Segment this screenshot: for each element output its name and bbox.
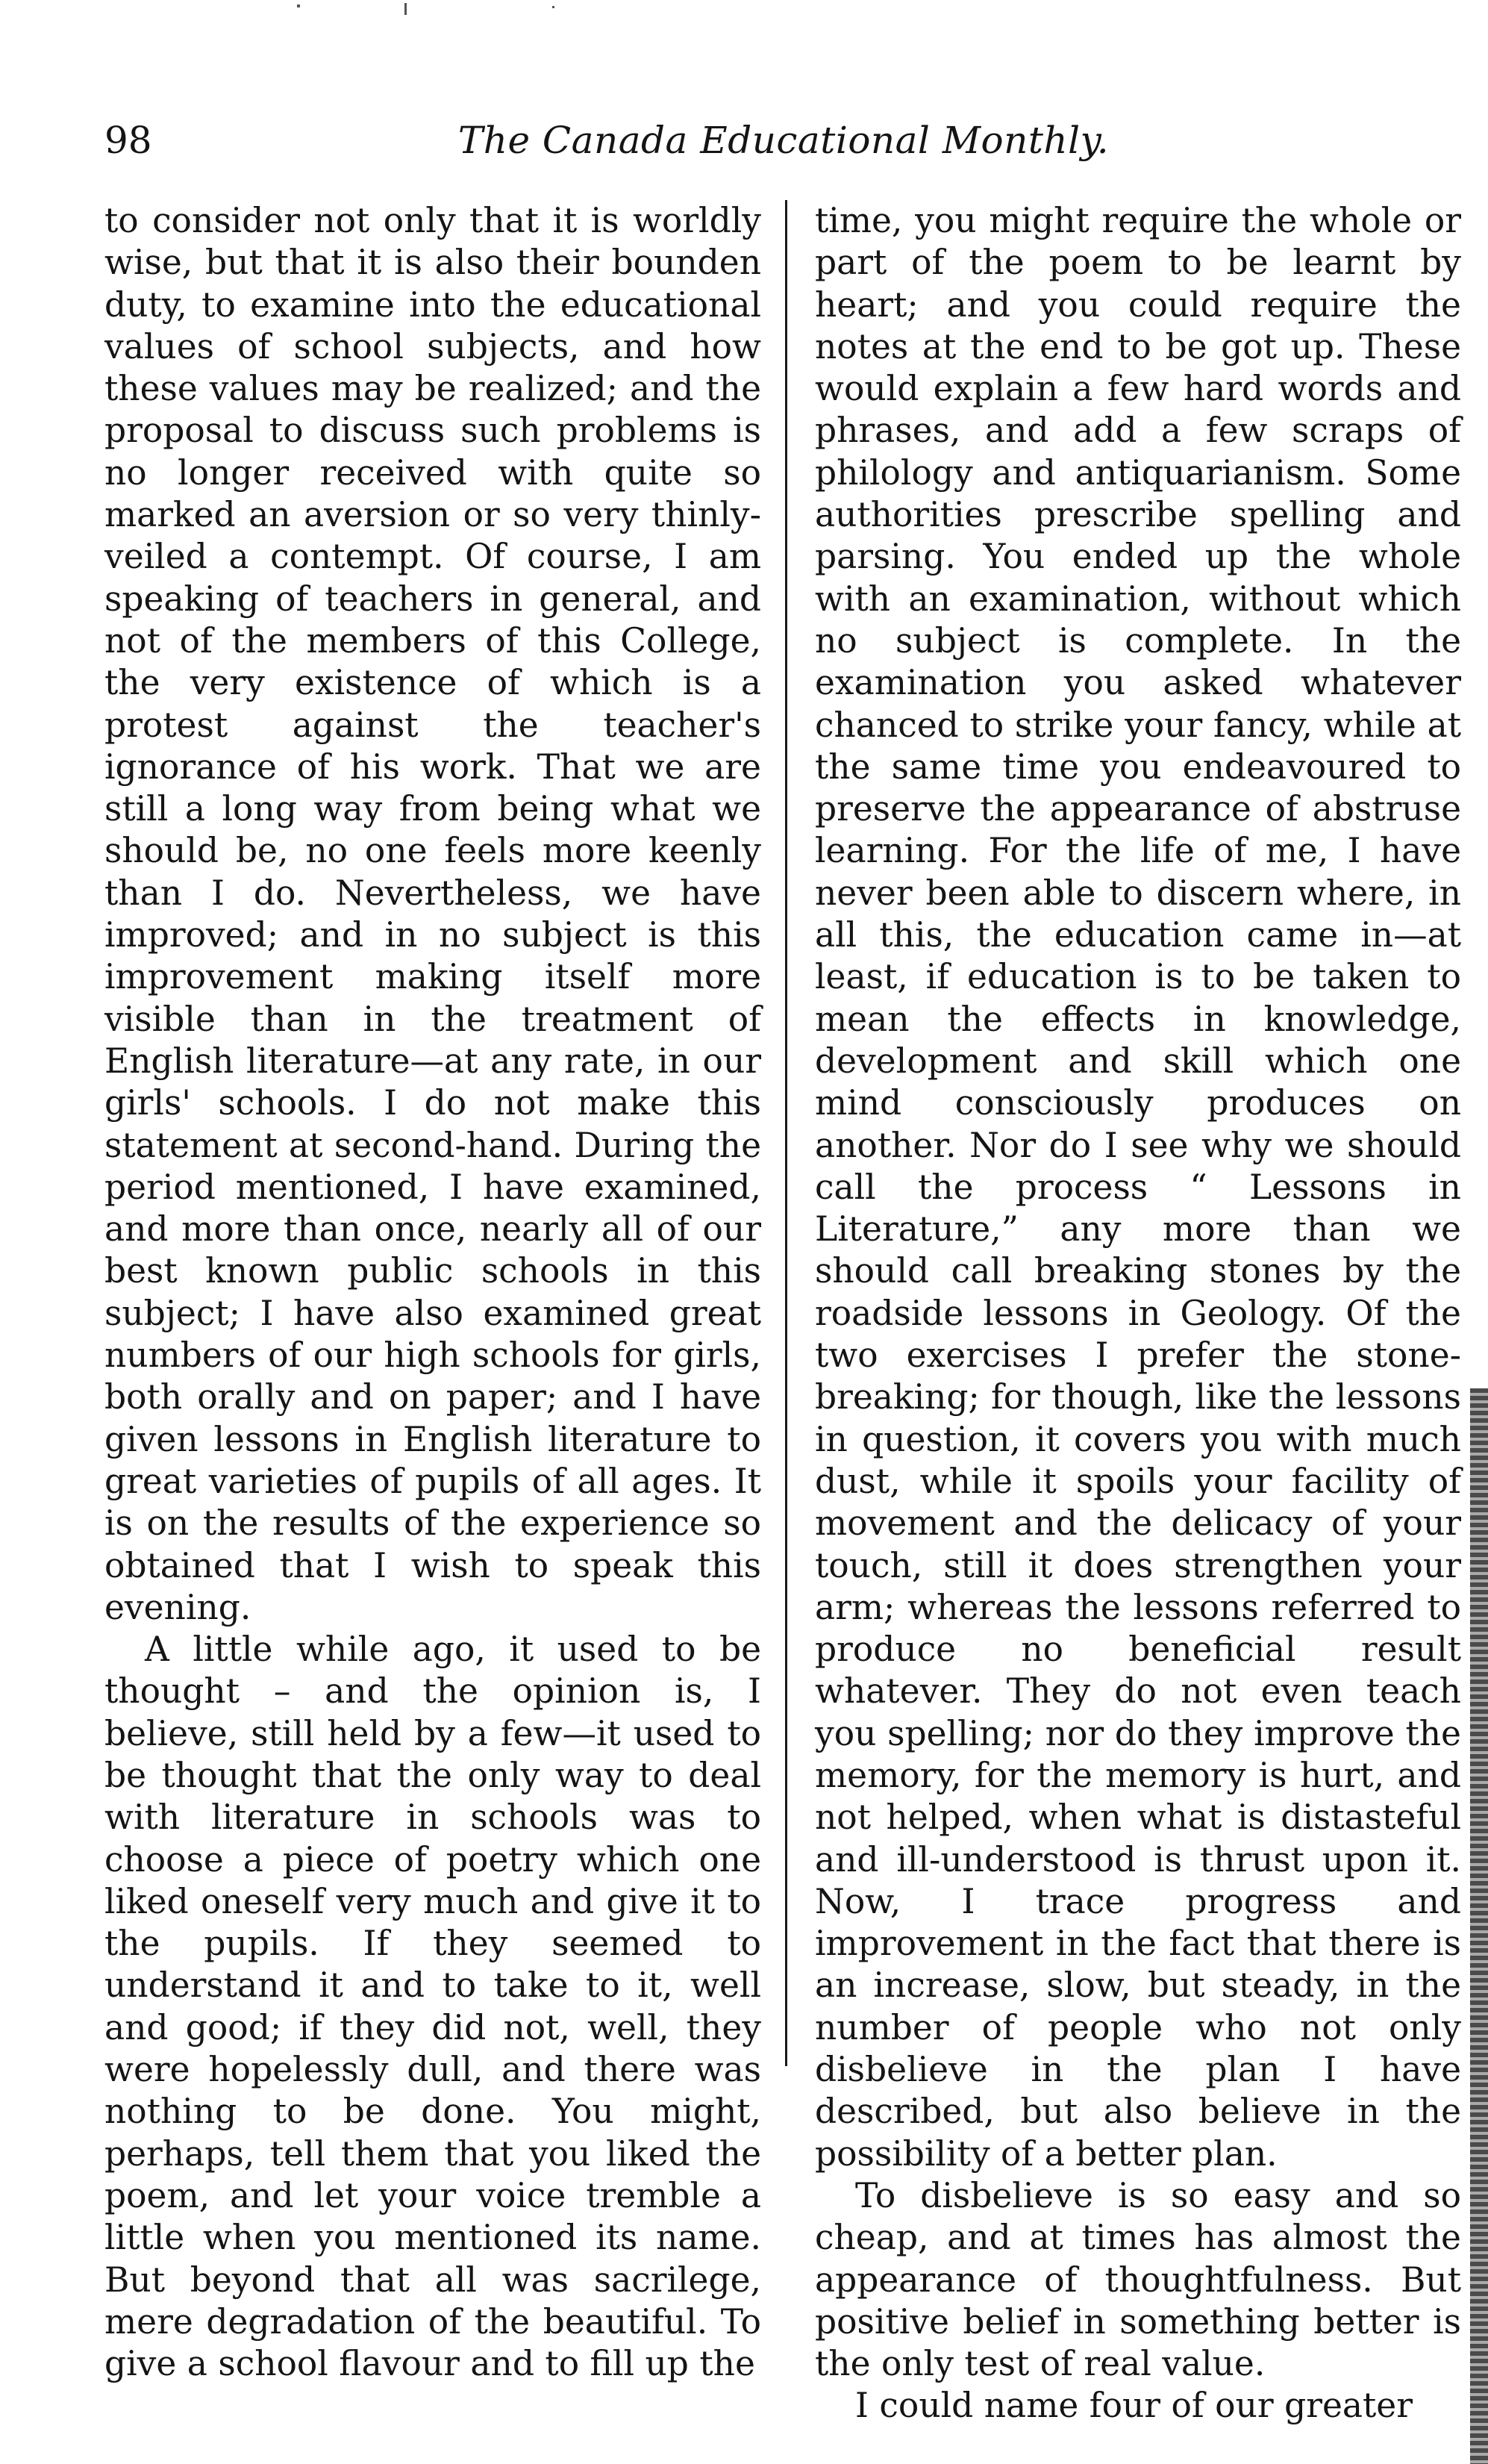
page-number: 98: [104, 119, 152, 162]
left-paragraph-2: A little while ago, it used to be thought – and the opinion is, I believe, still held by a few—it used to be thought that the only way to deal with literature in schools was to choose a piece of poetry which one liked oneself very much and give it to the pupils. If they seemed to understand it and to take to it, well and good; if they did not, well, they were hopelessly dull, and there was nothing to be done. You might, perhaps, tell them that you liked the poem, and let your voice tremble a little when you mentioned its name. But beyond that all was sacrilege, mere degradation of the beautiful. To give a school flavour and to fill up the: [104, 1629, 761, 2384]
left-paragraph-1: to consider not only that it is worldly wise, but that it is also their bounden duty, to examine into the educational values of school subjects, and how these values may be realized; and the proposal to discuss such problems is no longer received with quite so marked an aversion or so very thinly-veiled a contempt. Of course, I am speaking of teachers in general, and not of the members of this College, the very existence of which is a protest against the teacher's ignorance of his work. That we are still a long way from being what we should be, no one feels more keenly than I do. Nevertheless, we have improved; and in no subject is this improvement making itself more visible than in the treatment of English literature—at any rate, in our girls' schools. I do not make this statement at second-hand. During the period mentioned, I have examined, and more than once, nearly all of our best known public schools in this subject; I have also examined great numbers of our high schools for girls, both orally and on paper; and I have given lessons in English literature to great varieties of pupils of all ages. It is on the results of the experience so obtained that I wish to speak this evening.: [104, 201, 761, 1627]
running-title: The Canada Educational Monthly.: [457, 119, 1110, 162]
left-column: [104, 200, 761, 2385]
column-divider: [785, 200, 787, 2066]
right-paragraph-2: To disbelieve is so easy and so cheap, and at times has almost the appearance of thoughtfulness. But positive belief in something better is the only test of real value.: [815, 2175, 1461, 2384]
right-paragraph-3: I could name four of our greater: [855, 2386, 1413, 2426]
page-header: [104, 110, 1463, 170]
right-paragraph-1: time, you might require the whole or part of the poem to be learnt by heart; and you could require the notes at the end to be got up. These would explain a few hard words and phrases, and add a few scraps of philology and antiquarianism. Some authorities prescribe spelling and parsing. You ended up the whole with an examination, without which no subject is complete. In the examination you asked whatever chanced to strike your fancy, while at the same time you endeavoured to preserve the appearance of abstruse learning. For the life of me, I have never been able to discern where, in all this, the education came in—at least, if education is to be taken to mean the effects in knowledge, development and skill which one mind consciously produces on another. Nor do I see why we should call the process “ Lessons in Literature,” any more than we should call breaking stones by the roadside lessons in Geology. Of the two exercises I prefer the stone-breaking; for though, like the lessons in question, it covers you with much dust, while it spoils your facility of movement and the delicacy of your touch, still it does strengthen your arm; whereas the lessons referred to produce no beneficial result whatever. They do not even teach you spelling; nor do they improve the memory, for the memory is hurt, and not helped, when what is distasteful and ill-understood is thrust upon it. Now, I trace progress and improvement in the fact that there is an increase, slow, but steady, in the number of people who not only disbelieve in the plan I have described, but also believe in the possibility of a better plan.: [815, 201, 1461, 2174]
right-column: [815, 200, 1461, 2427]
page-edge-shadow: [1470, 1388, 1488, 2464]
scan-specks: [0, 0, 1488, 22]
